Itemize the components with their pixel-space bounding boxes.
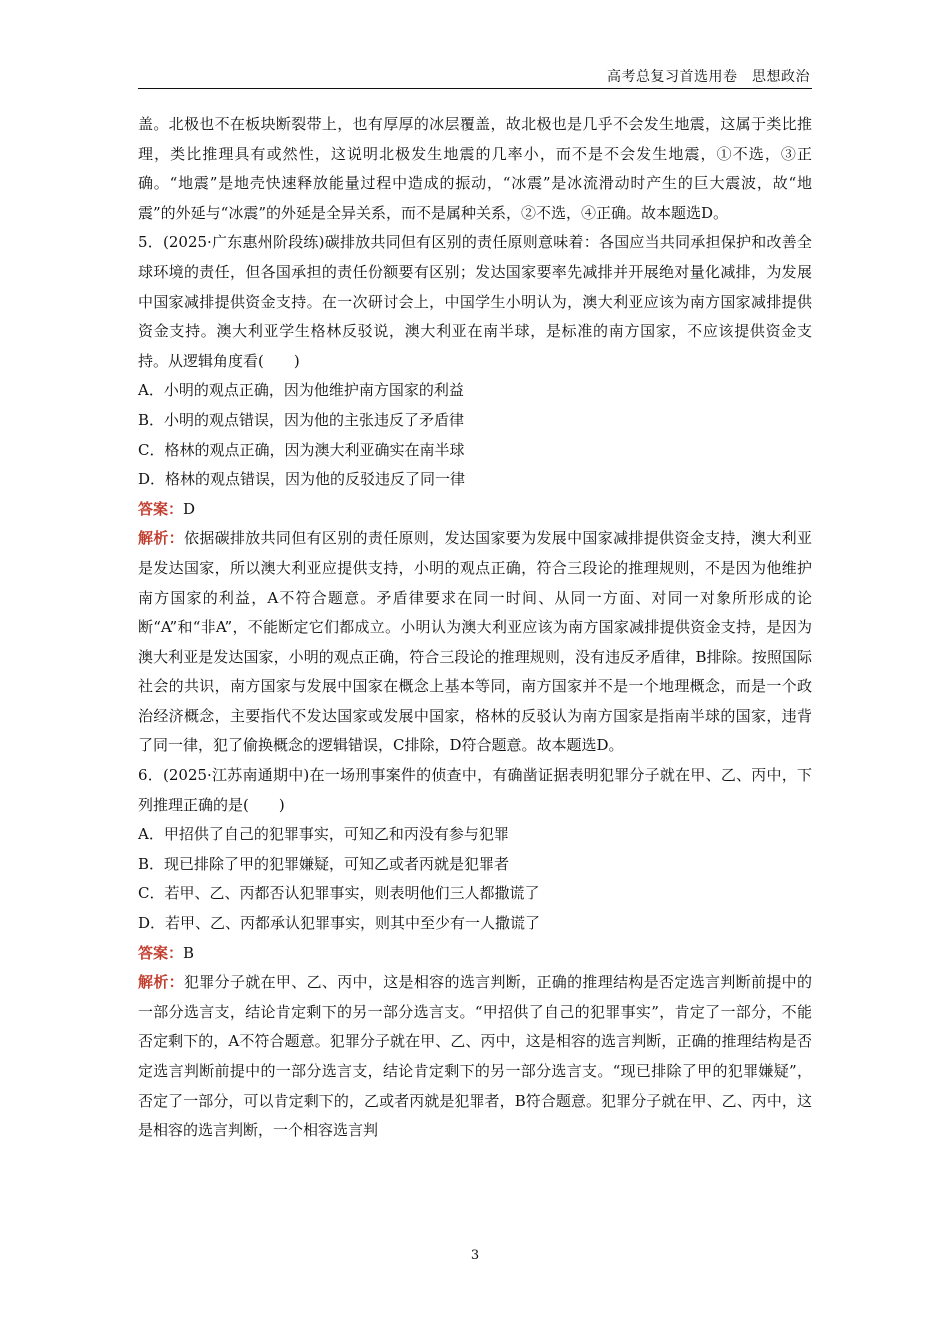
option-b: B．现已排除了甲的犯罪嫌疑，可知乙或者丙就是犯罪者 [138,854,510,873]
option-a: A．小明的观点正确，因为他维护南方国家的利益 [138,381,464,400]
analysis-text: 犯罪分子就在甲、乙、丙中，这是相容的选言判断，正确的推理结构是否定选言判断前提中的一部分选言支，结论肯定剩下的另一部分选言支。“甲招供了自己的犯罪事实”，肯定了一部分，不能否定剩下的，A不符合题意。犯罪分子就在甲、乙、丙中，这是相容的选言判断，正确的推理结构是否定选言判断前提中的一部分选言支，结论肯定剩下的另一部分选言支。“现已排除了甲的犯罪嫌疑”，否定了一部分，可以肯定剩下的，乙或者丙就是犯罪者，B符合题意。犯罪分子就在甲、乙、丙中，这是相容的选言判断，一个相容选言判 [138,973,812,1140]
header-divider [138,88,812,89]
analysis-paragraph [138,968,812,1146]
question-stem: 5．(2025·广东惠州阶段练)碳排放共同但有区别的责任原则意味着：各国应当共同承担保护和改善全球环境的责任，但各国承担的责任份额要有区别；发达国家要率先减排并开展绝对量化减排，为发展中国家减排提供资金支持。在一次研讨会上，中国学生小明认为，澳大利亚应该为南方国家减排提供资金支持。澳大利亚学生格林反驳说，澳大利亚在南半球，是标准的南方国家，不应该提供资金支持。从逻辑角度看( ) [138,233,812,370]
analysis-text: 依据碳排放共同但有区别的责任原则，发达国家要为发展中国家减排提供资金支持，澳大利亚是发达国家，所以澳大利亚应提供支持，小明的观点正确，符合三段论的推理规则，不是因为他维护南方国家的利益，A不符合题意。矛盾律要求在同一时间、从同一方面、对同一对象所形成的论断“A”和“非A”，不能断定它们都成立。小明认为澳大利亚应该为南方国家减排提供资金支持，是因为澳大利亚是发达国家，小明的观点正确，符合三段论的推理规则，没有违反矛盾律，B排除。按照国际社会的共识，南方国家与发展中国家在概念上基本等同，南方国家并不是一个地理概念，而是一个政治经济概念，主要指代不发达国家或发展中国家，格林的反驳认为南方国家是指南半球的国家，违背了同一律，犯了偷换概念的逻辑错误，C排除，D符合题意。故本题选D。 [138,529,812,755]
answer-line [138,939,812,969]
option-a: A．甲招供了自己的犯罪事实，可知乙和丙没有参与犯罪 [138,825,509,844]
answer-value: D [183,499,196,518]
option-b: B．小明的观点错误，因为他的主张违反了矛盾律 [138,410,465,429]
option-c: C．格林的观点正确，因为澳大利亚确实在南半球 [138,440,465,459]
option-c: C．若甲、乙、丙都否认犯罪事实，则表明他们三人都撒谎了 [138,884,540,903]
answer-label: 答案： [138,943,184,962]
page-body [138,110,812,1146]
running-header: 高考总复习首选用卷 思想政治 [607,69,810,85]
answer-value: B [183,943,195,962]
answer-label: 答案： [138,499,184,518]
option-d: D．若甲、乙、丙都承认犯罪事实，则其中至少有一人撒谎了 [138,914,541,933]
analysis-paragraph [138,524,812,761]
page-number: 3 [470,1248,480,1263]
analysis-label: 解析： [138,973,184,992]
question-stem: 6．(2025·江苏南通期中)在一场刑事案件的侦查中，有确凿证据表明犯罪分子就在甲、乙、丙中，下列推理正确的是( ) [138,766,812,814]
question-5 [138,228,812,761]
analysis-label: 解析： [138,529,184,548]
question-6 [138,761,812,1146]
intro-paragraph: 盖。北极也不在板块断裂带上，也有厚厚的冰层覆盖，故北极也是几乎不会发生地震，这属于类比推理，类比推理具有或然性，这说明北极发生地震的几率小，而不是不会发生地震，①不选，③正确。“地震”是地壳快速释放能量过程中造成的振动，“冰震”是冰流滑动时产生的巨大震波，故“地震”的外延与“冰震”的外延是全异关系，而不是属种关系，②不选，④正确。故本题选D。 [138,115,812,222]
answer-line [138,495,812,525]
option-d: D．格林的观点错误，因为他的反驳违反了同一律 [138,470,466,489]
